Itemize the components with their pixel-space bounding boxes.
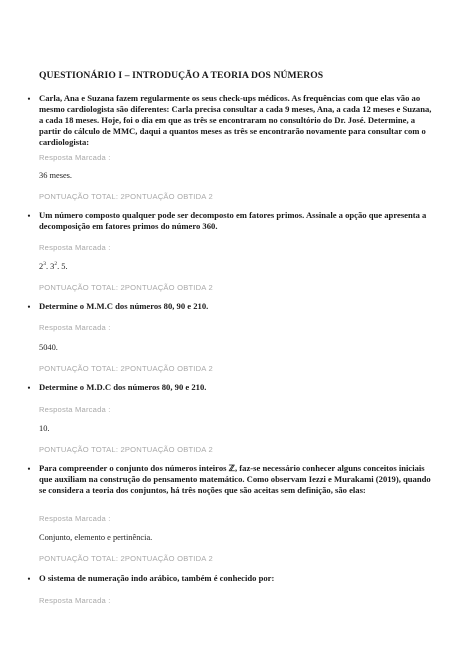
question-item <box>22 463 437 496</box>
question-item <box>22 301 437 312</box>
document-title: QUESTIONÁRIO I – INTRODUÇÃO A TEORIA DOS NÚMEROS <box>39 70 324 81</box>
question-item <box>22 210 437 232</box>
score-line: PONTUAÇÃO TOTAL: 2PONTUAÇÃO OBTIDA 2 <box>39 554 213 563</box>
bullet: • <box>27 302 31 312</box>
question-text: Carla, Ana e Suzana fazem regularmente os seus check-ups médicos. As frequências com que elas vão ao mesmo cardiologista são diferentes: Carla precisa consultar a cada 9 meses, Ana, a cada 12 meses e Suzana, a cada 18 meses. Hoje, foi o dia em que as três se encontraram no consultório do Dr. José. Determine, a partir do cálculo de MMC, daqui a quantos meses as três se encontrarão novamente para consultar com o cardiologista: <box>39 93 432 147</box>
question-text: Para compreender o conjunto dos números inteiros ℤ, faz-se necessário conhecer alguns conceitos iniciais que auxiliam na construção do pensamento matemático. Como observam Iezzi e Murakami (2019), quando se considera a teoria dos conjuntos, há três noções que são aceitas sem definição, são elas: <box>39 463 431 495</box>
response-label: Resposta Marcada : <box>39 153 111 162</box>
response-label: Resposta Marcada : <box>39 405 111 414</box>
question-item <box>22 93 437 148</box>
bullet: • <box>27 574 31 584</box>
score-line: PONTUAÇÃO TOTAL: 2PONTUAÇÃO OBTIDA 2 <box>39 364 213 373</box>
response-label: Resposta Marcada : <box>39 243 111 252</box>
score-line: PONTUAÇÃO TOTAL: 2PONTUAÇÃO OBTIDA 2 <box>39 192 213 201</box>
answer-text: Conjunto, elemento e pertinência. <box>39 533 153 542</box>
response-label: Resposta Marcada : <box>39 514 111 523</box>
score-line: PONTUAÇÃO TOTAL: 2PONTUAÇÃO OBTIDA 2 <box>39 283 213 292</box>
question-item <box>22 573 437 584</box>
question-item <box>22 382 437 393</box>
answer-text: 36 meses. <box>39 171 73 180</box>
bullet: • <box>27 464 31 474</box>
response-label: Resposta Marcada : <box>39 596 111 605</box>
answer-text: 5040. <box>39 343 58 352</box>
bullet: • <box>27 211 31 221</box>
answer-text: 10. <box>39 424 50 433</box>
answer-text: $2^3$. $3^2$. 5. <box>39 261 68 271</box>
question-text: O sistema de numeração indo arábico, também é conhecido por: <box>39 573 275 583</box>
question-text: Um número composto qualquer pode ser decomposto em fatores primos. Assinale a opção que apresenta a decomposição em fatores primos do número 360. <box>39 210 427 231</box>
bullet: • <box>27 383 31 393</box>
score-line: PONTUAÇÃO TOTAL: 2PONTUAÇÃO OBTIDA 2 <box>39 445 213 454</box>
bullet: • <box>27 94 31 104</box>
question-text: Determine o M.M.C dos números 80, 90 e 210. <box>39 301 209 311</box>
response-label: Resposta Marcada : <box>39 323 111 332</box>
question-text: Determine o M.D.C dos números 80, 90 e 210. <box>39 382 207 392</box>
